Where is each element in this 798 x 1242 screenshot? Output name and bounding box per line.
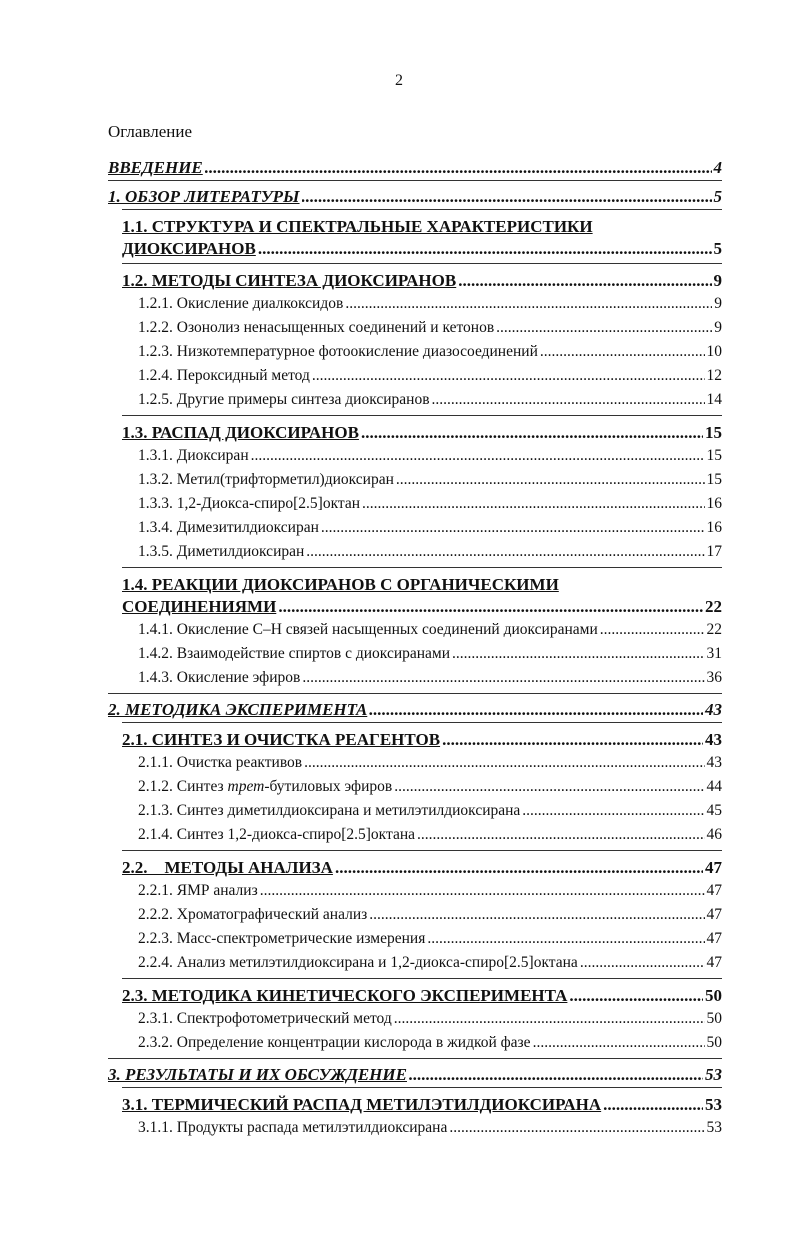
toc-entry-1-4[interactable]: 1.4. РЕАКЦИИ ДИОКСИРАНОВ С ОРГАНИЧЕСКИМИ СОЕДИНЕНИЯМИ ..... 22 <box>108 568 722 618</box>
toc-entry-1-4-1[interactable]: 1.4.1. Окисление С–Н связей насыщенных соединений диоксиранами ..... 22 <box>108 618 722 642</box>
toc-entry-2-1-3[interactable]: 2.1.3. Синтез диметилдиоксирана и метилэтилдиоксирана ..... 45 <box>108 799 722 823</box>
toc-entry-2-3-2[interactable]: 2.3.2. Определение концентрации кислорода в жидкой фазе ..... 50 <box>108 1031 722 1055</box>
toc-entry-3-1-1[interactable]: 3.1.1. Продукты распада метилэтилдиоксирана ..... 53 <box>108 1116 722 1140</box>
toc-entry-1-2[interactable]: 1.2. МЕТОДЫ СИНТЕЗА ДИОКСИРАНОВ ..... 9 <box>108 264 722 292</box>
toc-entry-1-2-1[interactable]: 1.2.1. Окисление диалкоксидов ..... 9 <box>108 292 722 316</box>
toc-entry-1-3-4[interactable]: 1.3.4. Димезитилдиоксиран ..... 16 <box>108 516 722 540</box>
toc-entry-2-1-2[interactable]: 2.1.2. Синтез трет-бутиловых эфиров ..... 44 <box>108 775 722 799</box>
toc-entry-1-2-3[interactable]: 1.2.3. Низкотемпературное фотоокисление диазосоединений ..... 10 <box>108 340 722 364</box>
toc-entry-2-1-1[interactable]: 2.1.1. Очистка реактивов ..... 43 <box>108 751 722 775</box>
toc-entry-2-2-4[interactable]: 2.2.4. Анализ метилэтилдиоксирана и 1,2-диокса-спиро[2.5]октана ..... 47 <box>108 951 722 975</box>
page-number: 2 <box>395 72 403 89</box>
toc-entry-2-2-3[interactable]: 2.2.3. Масс-спектрометрические измерения ..... 47 <box>108 927 722 951</box>
toc-entry-chapter-3[interactable]: 3. РЕЗУЛЬТАТЫ И ИХ ОБСУЖДЕНИЕ ..... 53 <box>108 1059 722 1087</box>
toc-entry-2-3-1[interactable]: 2.3.1. Спектрофотометрический метод ..... 50 <box>108 1007 722 1031</box>
toc-entry-chapter-1[interactable]: 1. ОБЗОР ЛИТЕРАТУРЫ ..... 5 <box>108 181 722 209</box>
toc-entry-2-2[interactable]: 2.2. МЕТОДЫ АНАЛИЗА ..... 47 <box>108 851 722 879</box>
toc-entry-1-3-3[interactable]: 1.3.3. 1,2-Диокса-спиро[2.5]октан ..... 16 <box>108 492 722 516</box>
toc-entry-1-2-4[interactable]: 1.2.4. Пероксидный метод ..... 12 <box>108 364 722 388</box>
toc-heading: Оглавление <box>108 122 192 141</box>
toc-entry-3-1[interactable]: 3.1. ТЕРМИЧЕСКИЙ РАСПАД МЕТИЛЭТИЛДИОКСИРАНА ..... 53 <box>108 1088 722 1116</box>
table-of-contents <box>108 152 722 1140</box>
toc-entry-2-1[interactable]: 2.1. СИНТЕЗ И ОЧИСТКА РЕАГЕНТОВ ..... 43 <box>108 723 722 751</box>
toc-entry-2-2-1[interactable]: 2.2.1. ЯМР анализ ..... 47 <box>108 879 722 903</box>
toc-entry-2-1-4[interactable]: 2.1.4. Синтез 1,2-диокса-спиро[2.5]октана ..... 46 <box>108 823 722 847</box>
toc-entry-chapter-2[interactable]: 2. МЕТОДИКА ЭКСПЕРИМЕНТА ..... 43 <box>108 694 722 722</box>
toc-entry-1-2-5[interactable]: 1.2.5. Другие примеры синтеза диоксиранов ..... 14 <box>108 388 722 412</box>
toc-entry-2-3[interactable]: 2.3. МЕТОДИКА КИНЕТИЧЕСКОГО ЭКСПЕРИМЕНТА ..... 50 <box>108 979 722 1007</box>
toc-entry-1-4-3[interactable]: 1.4.3. Окисление эфиров ..... 36 <box>108 666 722 690</box>
toc-entry-1-3[interactable]: 1.3. РАСПАД ДИОКСИРАНОВ ..... 15 <box>108 416 722 444</box>
toc-entry-2-2-2[interactable]: 2.2.2. Хроматографический анализ ..... 47 <box>108 903 722 927</box>
toc-entry-1-1[interactable]: 1.1. СТРУКТУРА И СПЕКТРАЛЬНЫЕ ХАРАКТЕРИСТИКИ ДИОКСИРАНОВ ..... 5 <box>108 210 722 260</box>
toc-entry-1-3-5[interactable]: 1.3.5. Диметилдиоксиран ..... 17 <box>108 540 722 564</box>
toc-entry-introduction[interactable]: ВВЕДЕНИЕ ..... 4 <box>108 152 722 180</box>
toc-entry-1-3-1[interactable]: 1.3.1. Диоксиран ..... 15 <box>108 444 722 468</box>
toc-entry-1-4-2[interactable]: 1.4.2. Взаимодействие спиртов с диоксиранами ..... 31 <box>108 642 722 666</box>
toc-entry-1-3-2[interactable]: 1.3.2. Метил(трифторметил)диоксиран ..... 15 <box>108 468 722 492</box>
toc-entry-1-2-2[interactable]: 1.2.2. Озонолиз ненасыщенных соединений и кетонов ..... 9 <box>108 316 722 340</box>
